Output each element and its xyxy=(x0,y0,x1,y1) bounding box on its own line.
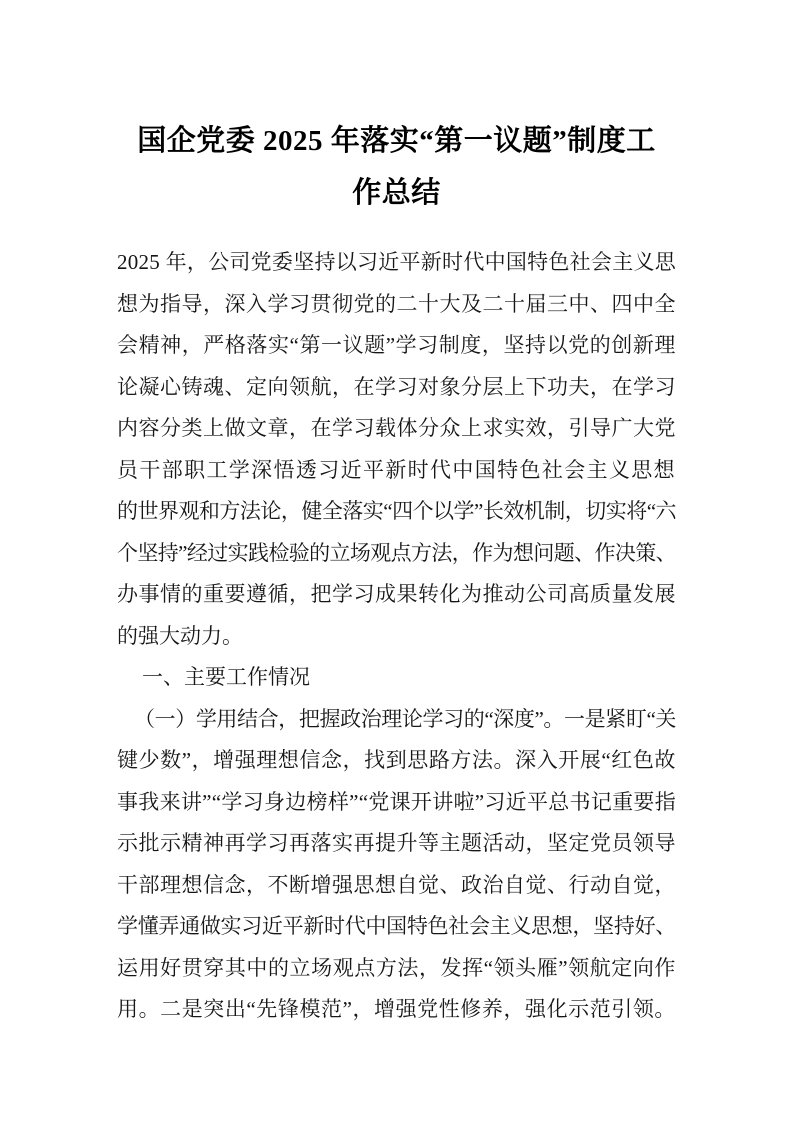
text-line xyxy=(117,740,676,782)
text-line xyxy=(117,367,676,409)
text-line xyxy=(117,616,676,658)
title-line-2 xyxy=(117,167,676,219)
text-line xyxy=(117,325,676,367)
text-line xyxy=(117,574,676,616)
text-line-content: 的强大动力。 xyxy=(117,623,243,648)
text-line xyxy=(117,906,676,948)
text-line-content: 办事情的重要遵循，把学习成果转化为推动公司高质量发展 xyxy=(117,582,676,606)
text-line-content: 会精神，严格落实“第一议题”学习制度，坚持以党的创新理 xyxy=(117,333,676,357)
title-text-2: 作总结 xyxy=(352,177,441,209)
text-line xyxy=(117,865,676,907)
text-line-content: 干部理想信念，不断增强思想自觉、政治自觉、行动自觉， xyxy=(117,872,676,897)
text-line-content: 论凝心铸魂、定向领航，在学习对象分层上下功夫，在学习 xyxy=(117,374,676,399)
text-line-content: 运用好贯穿其中的立场观点方法，发挥“领头雁”领航定向作 xyxy=(117,955,676,980)
text-line-content: 想为指导，深入学习贯彻党的二十大及二十届三中、四中全 xyxy=(117,291,676,316)
text-line-content: 事我来讲”“学习身边榜样”“党课开讲啦”习近平总书记重要指 xyxy=(117,789,676,814)
title-line-1 xyxy=(117,115,676,167)
paragraph-intro xyxy=(117,242,676,657)
section-heading-1 xyxy=(117,657,676,699)
text-line xyxy=(117,242,676,284)
document-title xyxy=(117,115,676,219)
title-text-1: 国企党委 2025 年落实“第一议题”制度工 xyxy=(137,125,656,157)
text-line xyxy=(117,284,676,326)
text-line-content: 内容分类上做文章，在学习载体分众上求实效，引导广大党 xyxy=(117,416,676,440)
text-line-content: 键少数”，增强理想信念，找到思路方法。深入开展“红色故 xyxy=(117,748,676,772)
text-line xyxy=(117,491,676,533)
text-line-content: 2025 年，公司党委坚持以习近平新时代中国特色社会主义思 xyxy=(117,250,676,274)
text-line-content: 个坚持”经过实践检验的立场观点方法，作为想问题、作决策、 xyxy=(117,540,676,565)
text-line xyxy=(117,699,676,741)
document-body xyxy=(117,242,676,1031)
text-line xyxy=(117,782,676,824)
text-line-content: 用。二是突出“先锋模范”，增强党性修养，强化示范引领。 xyxy=(117,997,676,1021)
paragraph-section-1-1 xyxy=(117,699,676,1031)
text-line xyxy=(117,948,676,990)
text-line-content: 学懂弄通做实习近平新时代中国特色社会主义思想，坚持好、 xyxy=(117,914,676,938)
section-heading-text: 一、主要工作情况 xyxy=(142,665,310,689)
text-line xyxy=(117,823,676,865)
text-line xyxy=(117,450,676,492)
text-line-content: 的世界观和方法论，健全落实“四个以学”长效机制，切实将“六 xyxy=(117,499,676,523)
text-line xyxy=(117,989,676,1031)
text-line xyxy=(117,408,676,450)
text-line-content: 示批示精神再学习再落实再提升等主题活动，坚定党员领导 xyxy=(117,831,676,855)
text-line-content: （一）学用结合，把握政治理论学习的“深度”。一是紧盯“关 xyxy=(134,706,676,731)
text-line-content: 员干部职工学深悟透习近平新时代中国特色社会主义思想 xyxy=(117,457,676,482)
text-line xyxy=(117,533,676,575)
